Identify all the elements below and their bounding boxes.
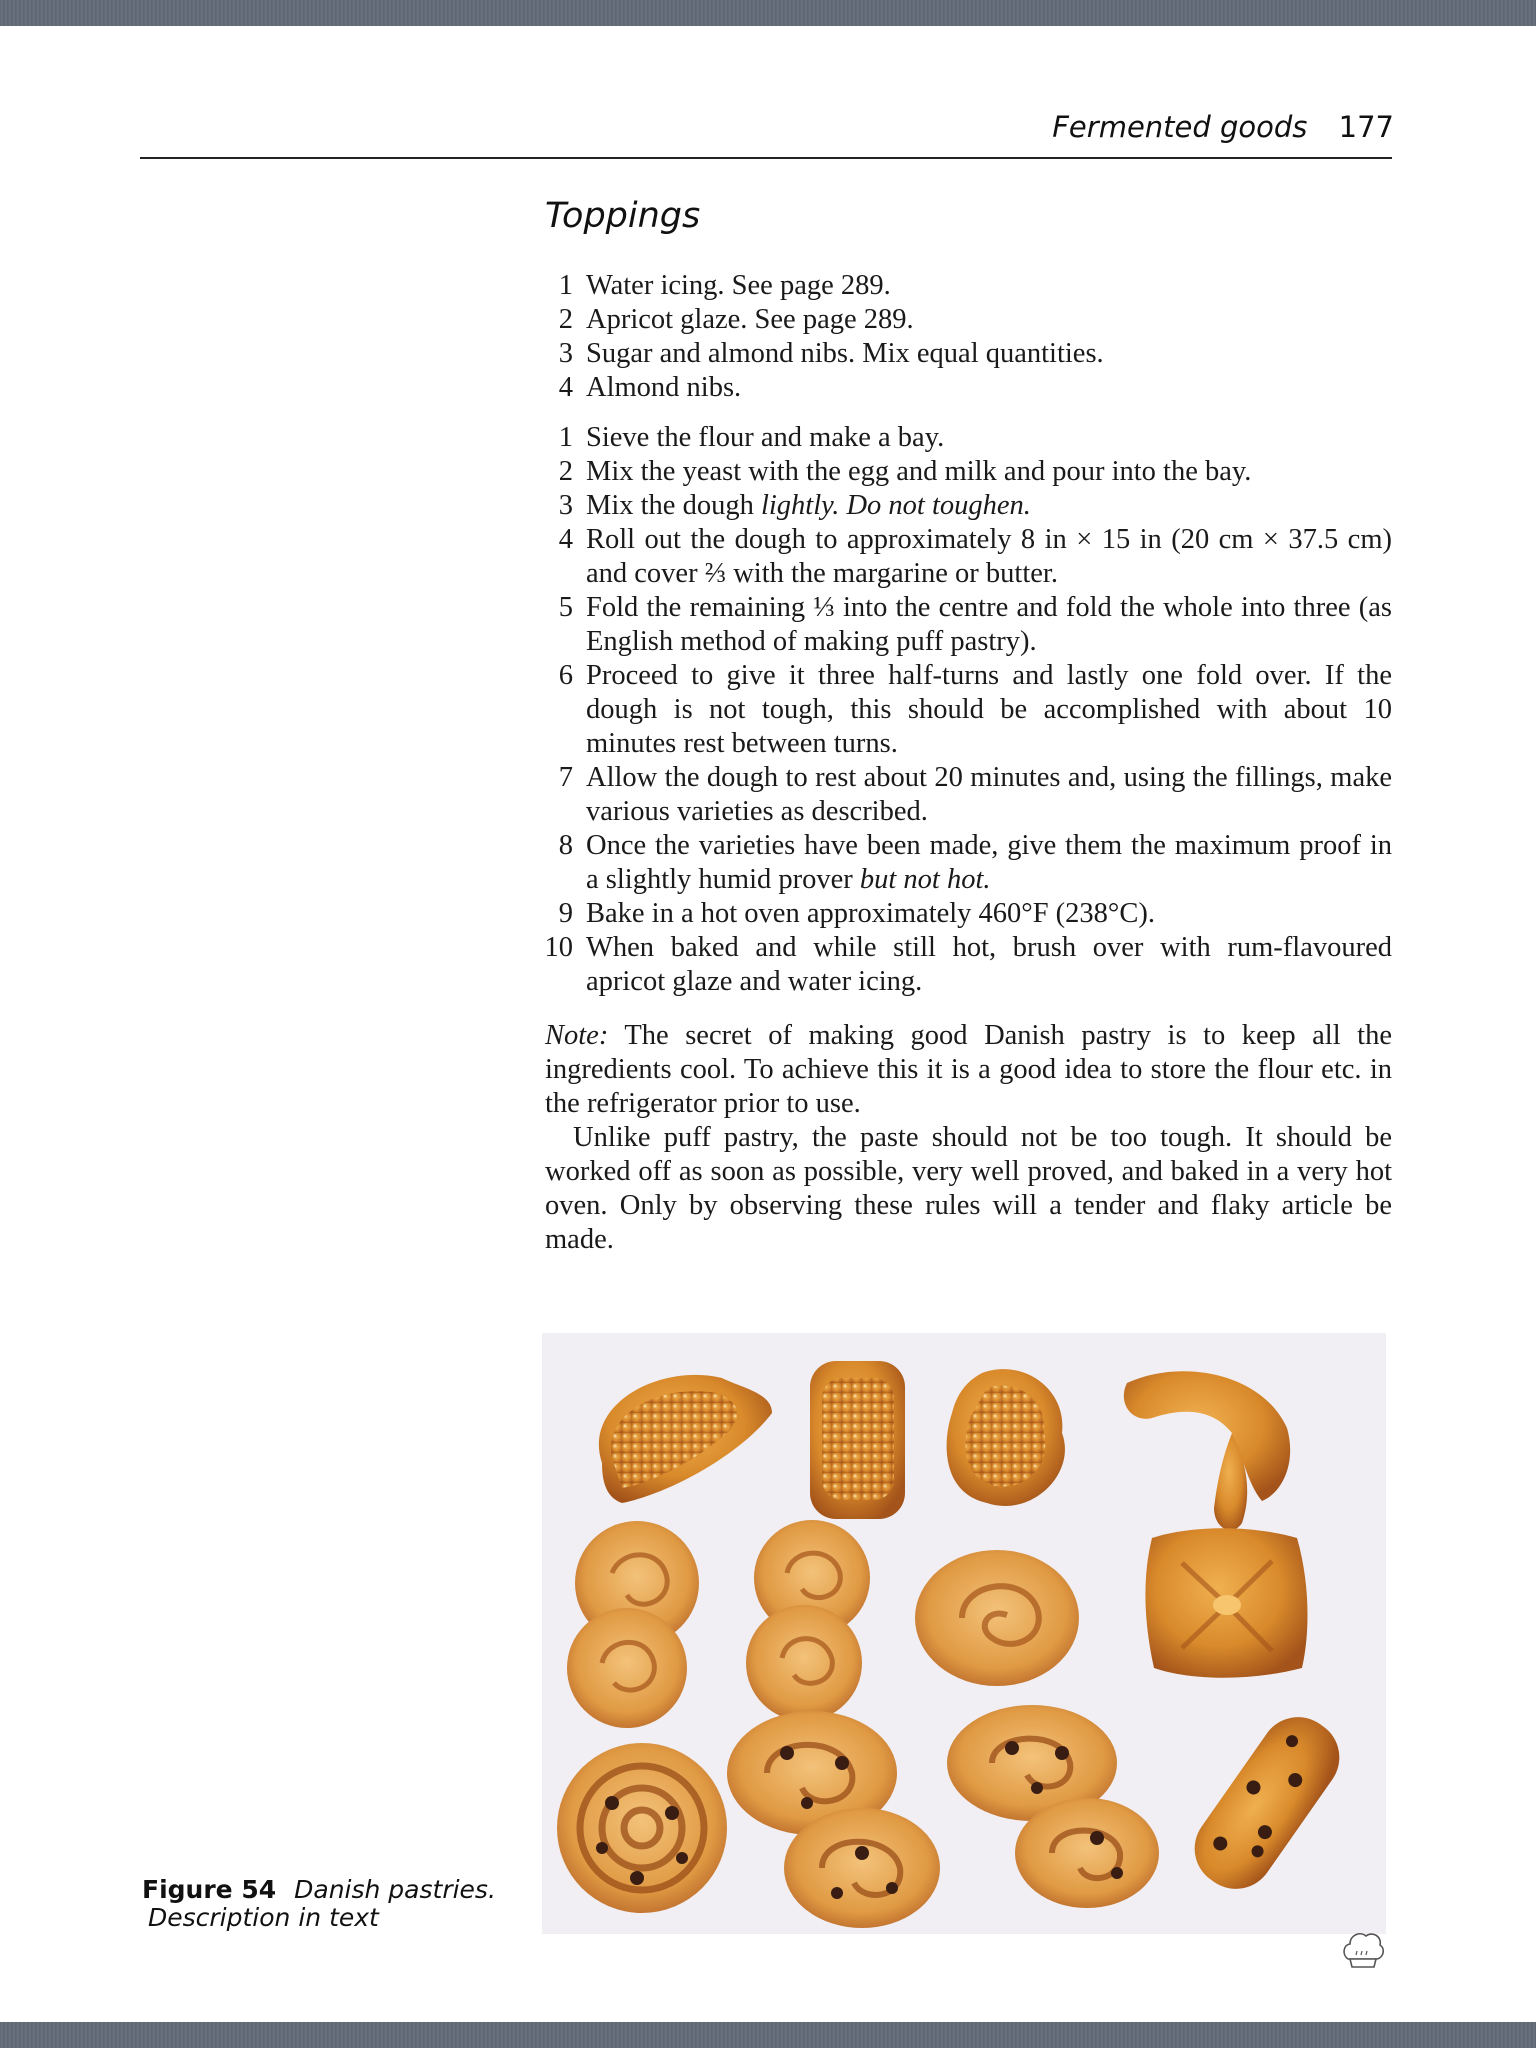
list-item: 10 When baked and while still hot, brush over with rum-flavoured apricot glaze and water icing. <box>544 932 1392 997</box>
figure-caption <box>142 1876 496 1932</box>
list-item: 9 Bake in a hot oven approximately 460°F (238°C). <box>558 898 1155 929</box>
figure-label: Figure 54 <box>142 1875 277 1904</box>
list-item: 6 Proceed to give it three half-turns and lastly one fold over. If the dough is not tough, this should be accomplished with about 10 minutes rest between turns. <box>558 660 1392 759</box>
note-paragraph: Note: The secret of making good Danish pastry is to keep all the ingredients cool. To achieve this it is a good idea to store the flour etc. in the refrigerator prior to use. <box>545 1020 1392 1119</box>
running-head <box>1052 110 1394 144</box>
danish-pastries-photo <box>542 1333 1386 1934</box>
list-item: 2 Apricot glaze. See page 289. <box>558 304 914 335</box>
chef-hat-icon <box>1340 1925 1386 1971</box>
figure-description: Description in text <box>148 1903 379 1932</box>
viewer-bottom-bar <box>0 2022 1536 2048</box>
viewer-top-bar <box>0 0 1536 26</box>
list-item: 2 Mix the yeast with the egg and milk and pour into the bay. <box>558 456 1252 487</box>
list-item: 3 Sugar and almond nibs. Mix equal quantities. <box>558 338 1104 369</box>
list-item: 8 Once the varieties have been made, give them the maximum proof in a slightly humid prover but not hot. <box>558 830 1392 895</box>
toppings-list <box>545 269 1392 405</box>
note-block <box>545 1019 1392 1257</box>
header-rule <box>140 157 1392 159</box>
note-label: Note: <box>545 1020 609 1051</box>
list-item: 1 Sieve the flour and make a bay. <box>558 422 945 453</box>
list-item: 1 Water icing. See page 289. <box>558 270 891 301</box>
figure-title: Danish pastries. <box>294 1875 496 1904</box>
method-steps <box>545 421 1392 999</box>
section-title: Fermented goods <box>1052 110 1308 144</box>
page-number: 177 <box>1338 110 1394 144</box>
method-list-block <box>545 421 1392 999</box>
list-item: 5 Fold the remaining ⅓ into the centre and fold the whole into three (as English method of making puff pastry). <box>558 592 1392 657</box>
list-item: 7 Allow the dough to rest about 20 minutes and, using the fillings, make various varieties as described. <box>558 762 1392 827</box>
list-item: 4 Almond nibs. <box>558 372 742 403</box>
toppings-list-block <box>545 269 1392 405</box>
list-item: 4 Roll out the dough to approximately 8 in × 15 in (20 cm × 37.5 cm) and cover ⅔ with the margarine or butter. <box>558 524 1392 589</box>
toppings-heading: Toppings <box>545 196 701 236</box>
list-item: 3 Mix the dough lightly. Do not toughen. <box>558 490 1031 521</box>
note-paragraph-2: Unlike puff pastry, the paste should not be too tough. It should be worked off as soon as possible, very well proved, and baked in a very hot oven. Only by observing these rules will a tender and flaky article be made. <box>545 1122 1392 1255</box>
